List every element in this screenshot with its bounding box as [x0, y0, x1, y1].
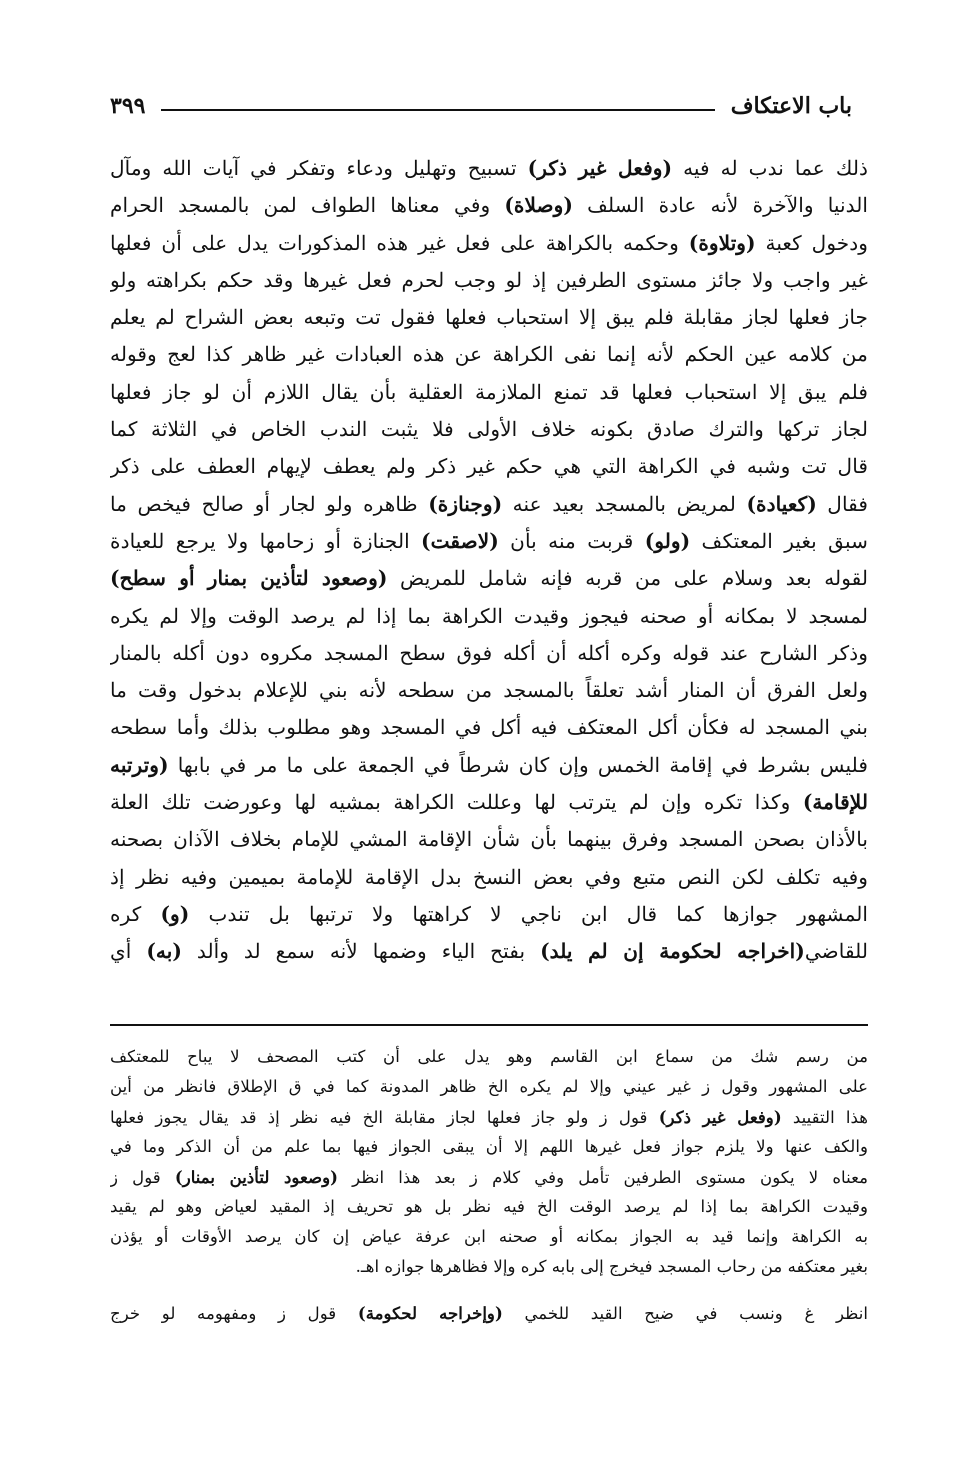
main-text: [110, 150, 868, 971]
text-segment: ظاهره ولو لجار أو صالح فيخص ما: [110, 491, 429, 516]
footnote-line: [110, 1192, 868, 1222]
text-segment: كره: [110, 901, 161, 926]
text-segment: وكذا تكره وإن لم يترتب لها وعللت الكراهة بمشيه لها وعورضت تلك العلة: [110, 790, 803, 815]
text-segment: لجاز تركها والترك صادق بكونه خلاف الأولى فلا يثبت الندب الخاص في الثلاثة كما: [110, 417, 868, 442]
header-rule: [161, 109, 714, 111]
text-segment: هذا التقييد: [781, 1108, 868, 1127]
matn-term: (وترتبه: [110, 752, 169, 777]
matn-term: (لاصقت): [421, 528, 499, 553]
text-line: [110, 225, 868, 262]
matn-term: (به): [146, 939, 182, 964]
text-line: [110, 187, 868, 224]
text-line: [110, 896, 868, 933]
text-segment: فليس بشرط في إقامة الخمس وإن كان شرطاً في الجمعة على ما مر في بابها: [168, 752, 868, 777]
matn-term: للإقامة): [802, 790, 868, 815]
text-line: [110, 933, 868, 970]
text-segment: بالأذان بصحن المسجد وفرق بينهما بأن شأن الإقامة المشي للإمام بخلاف الآذان بصحنه: [110, 827, 868, 852]
text-line: [110, 672, 868, 709]
text-segment: تسبيح وتهليل ودعاء وتفكر في آيات الله ومآل: [110, 156, 528, 180]
text-segment: قول ز ولو جاز فعلها لجاز مقابلة الخ فيه نظر إذ قد يقال يجوز فعلها: [110, 1108, 659, 1127]
text-segment: وحكمه بالكراهة على فعل غير هذه المذكورات يدل على أن فعلها: [110, 230, 689, 255]
text-segment: وفيه تكلف لكن النص متبع وفي بعض النسخ بدل الإقامة للإمامة بميمين وفيه نظر إذ: [110, 864, 868, 889]
text-line: [110, 821, 868, 858]
matn-term: (اخراجه لحكومة إن لم يلد): [540, 939, 805, 964]
matn-term: (ولو): [644, 528, 691, 553]
footnote-line: [110, 1222, 868, 1252]
text-segment: للقاضي: [804, 939, 868, 964]
matn-term: (وفعل غير ذكر): [527, 156, 673, 180]
text-segment: بفتح الياء وضمها لأنه سمع لد وألد: [181, 939, 541, 964]
text-segment: الدنيا والآخرة لأنه عادة السلف: [572, 193, 868, 218]
text-segment: قربت منه بأن: [498, 528, 645, 553]
footnotes: [110, 1042, 868, 1344]
text-line: [110, 336, 868, 373]
text-segment: الجنازة أو زحامها ولا يرجع للعيادة: [110, 528, 422, 553]
text-line: [110, 448, 868, 485]
text-segment: فقال: [816, 491, 868, 516]
text-segment: بغير معتكفه من رحاب المسجد فيخرج إلى بابه كره وإلا فظاهرها جوازه اهـ.: [355, 1257, 868, 1276]
text-segment: لمريض بالمسجد بعيد عنه: [502, 491, 747, 516]
footnote-line: [110, 1132, 868, 1162]
text-line: [110, 635, 868, 672]
text-segment: قال تت وشبه في الكراهة التي هي حكم غير ذكر ولم يعطف لإيهام العطف على ذكر: [110, 454, 868, 479]
page-header: [110, 86, 852, 126]
matn-term: (كعيادة): [746, 491, 817, 516]
text-segment: قول ز: [110, 1168, 175, 1187]
text-segment: بني المسجد له فكأن أكل المعتكف فيه أكل في المسجد وهو مطلوب بذلك وأما سطحه: [110, 715, 868, 740]
text-segment: على المشهور وقول ز غير عيني وإلا لم يكره الخ ظاهر المدونة كما في ق الإطلاق فانظر من أين: [110, 1077, 868, 1096]
footnote-paragraph: [110, 1298, 868, 1328]
text-segment: لمسجد لا بمكانه أو صحنه فيجوز وقيدت الكراهة بما إذا لم يرصد الوقت وإلا لم يكره: [110, 603, 868, 628]
text-segment: وذكر الشارح عند قوله وكره أكله أن أكله فوق سطح المسجد مكروه دون أكله بالمنار: [110, 640, 868, 665]
matn-term: (وإخراجه لحكومة): [357, 1303, 503, 1323]
text-line: [110, 411, 868, 448]
matn-term: (وصلاة): [504, 193, 573, 218]
matn-term: (وتلاوة): [688, 230, 756, 255]
text-segment: غير واجب ولا جائز مستوى الطرفين إذ لو وجب لحرم فعل غيرها وقد حكم بكراهته ولو: [110, 267, 868, 292]
footnote-line: [110, 1298, 868, 1328]
text-line: [110, 523, 868, 560]
text-line: [110, 598, 868, 635]
text-segment: ولعل الفرق أن المنار أشد تعلقاً بالمسجد من سطحه لأنه بني للإعلام بدخول وقت ما: [110, 678, 868, 703]
text-segment: وفي معناها الطواف لمن بالمسجد الحرام: [110, 193, 505, 218]
text-segment: والكف عنها ولا يلزم جواز فعل غيرها اللهم إلا أن يبقى الجواز فيها بما علم من أن الذكر وما في: [110, 1137, 868, 1156]
footnote-line: [110, 1252, 868, 1282]
page-number: ٣٩٩: [110, 93, 146, 119]
text-line: [110, 150, 868, 187]
text-segment: المشهور جوازها كما قال ابن ناجي لا كراهتها ولا ترتبها بل تندب: [189, 901, 868, 926]
text-segment: سبق بغير المعتكف: [690, 528, 868, 553]
text-segment: ذلك عما ندب له فيه: [672, 156, 868, 180]
matn-term: (وفعل غير ذكر): [658, 1107, 782, 1127]
text-segment: فلم يبق إلا استحباب فعلها قد تمنع الملازمة العقلية بأن يقال اللازم أن لو جاز فعلها: [110, 379, 868, 404]
matn-term: (و): [160, 901, 190, 926]
text-line: [110, 374, 868, 411]
text-segment: من كلامه عين الحكم لأنه إنما نفى الكراهة عن هذه العبادات غير ظاهر كذا لعج وقوله: [110, 342, 868, 367]
text-line: [110, 859, 868, 896]
text-line: [110, 299, 868, 336]
text-segment: لقوله بعد وسلام على من قربه فإنه شامل للمريض: [387, 566, 868, 591]
text-segment: معناه لا يكون مستوى الطرفين تأمل وفي كلام ز بعد هذا انظر: [337, 1168, 868, 1187]
footnote-line: [110, 1162, 868, 1192]
text-segment: قول ز ومفهومه لو خرج: [110, 1304, 358, 1323]
footnote-paragraph: [110, 1042, 868, 1282]
text-segment: انظر غ ونسب في ضيح القيد للخمي: [502, 1304, 868, 1323]
text-line: [110, 747, 868, 784]
text-segment: جاز فعلها لجاز مقابلة فلم يبق إلا استحباب فعلها فقول تت وتبعه بعض الشراح لم يعلم: [110, 305, 868, 330]
footnote-line: [110, 1102, 868, 1132]
footnote-line: [110, 1042, 868, 1072]
footnote-line: [110, 1072, 868, 1102]
text-line: [110, 784, 868, 821]
text-segment: وقيدت الكراهة بما إذا لم يرصد الوقت الخ فيه نظر بل هو تحريف إذ المقيد لعياض وهو لم يقيد: [110, 1197, 868, 1216]
footnote-rule: [110, 1024, 868, 1026]
chapter-title: باب الاعتكاف: [730, 93, 852, 119]
text-line: [110, 262, 868, 299]
text-segment: أي: [110, 939, 147, 964]
matn-term: (وصعود لتأذين بمنار أو سطح): [110, 566, 388, 591]
text-segment: من رسم شك من سماع ابن القاسم وهو يدل على أن كتب المصحف لا يباح للمعتكف: [110, 1047, 868, 1066]
text-line: [110, 709, 868, 746]
matn-term: (وصعود لتأذين بمنار): [174, 1167, 338, 1187]
text-line: [110, 560, 868, 597]
matn-term: (وجنازة): [428, 491, 503, 516]
text-segment: ودخول كعبة: [755, 230, 868, 255]
text-line: [110, 486, 868, 523]
text-segment: به الكراهة وإنما قيد به الجواز بمكانه أو صحنه ابن عرفة عياض إن كان يرصد الأوقات أو يؤذن: [110, 1227, 868, 1246]
